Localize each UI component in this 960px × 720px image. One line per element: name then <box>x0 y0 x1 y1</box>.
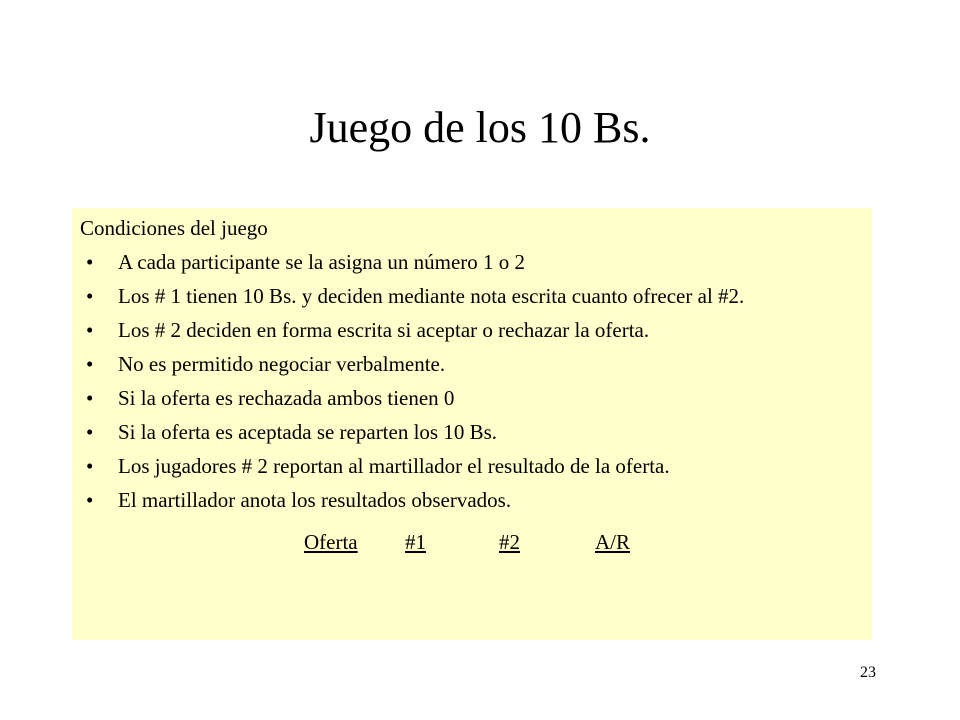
bullet-icon: • <box>86 250 94 274</box>
column-header-player-2: #2 <box>499 530 520 554</box>
list-item <box>80 386 872 410</box>
list-item <box>80 454 872 478</box>
list-item-text: Los # 1 tienen 10 Bs. y deciden mediante nota escrita cuanto ofrecer al #2. <box>118 284 745 308</box>
list-item <box>80 488 872 512</box>
list-item <box>80 318 872 342</box>
list-item-text: Los jugadores # 2 reportan al martillador el resultado de la oferta. <box>118 454 670 478</box>
list-item-text: No es permitido negociar verbalmente. <box>118 352 446 376</box>
list-item-text: El martillador anota los resultados observados. <box>118 488 512 512</box>
column-header-player-1: #1 <box>405 530 426 554</box>
list-item-text: Los # 2 deciden en forma escrita si aceptar o rechazar la oferta. <box>118 318 650 342</box>
page-number: 23 <box>860 664 876 681</box>
bullet-icon: • <box>86 318 94 342</box>
conditions-list <box>80 250 872 512</box>
bullet-icon: • <box>86 352 94 376</box>
list-item <box>80 352 872 376</box>
list-item <box>80 420 872 444</box>
list-item <box>80 250 872 274</box>
column-header-accept-reject: A/R <box>595 530 631 554</box>
column-header-oferta: Oferta <box>304 530 358 554</box>
bullet-icon: • <box>86 488 94 512</box>
content-heading: Condiciones del juego <box>80 216 268 240</box>
list-item-text: Si la oferta es rechazada ambos tienen 0 <box>118 386 455 410</box>
list-item <box>80 284 872 308</box>
bullet-icon: • <box>86 284 94 308</box>
slide-title: Juego de los 10 Bs. <box>309 103 651 152</box>
bullet-icon: • <box>86 386 94 410</box>
bullet-icon: • <box>86 454 94 478</box>
content-box <box>72 208 872 640</box>
list-item-text: Si la oferta es aceptada se reparten los 10 Bs. <box>118 420 498 444</box>
bullet-icon: • <box>86 420 94 444</box>
list-item-text: A cada participante se la asigna un número 1 o 2 <box>118 250 526 274</box>
